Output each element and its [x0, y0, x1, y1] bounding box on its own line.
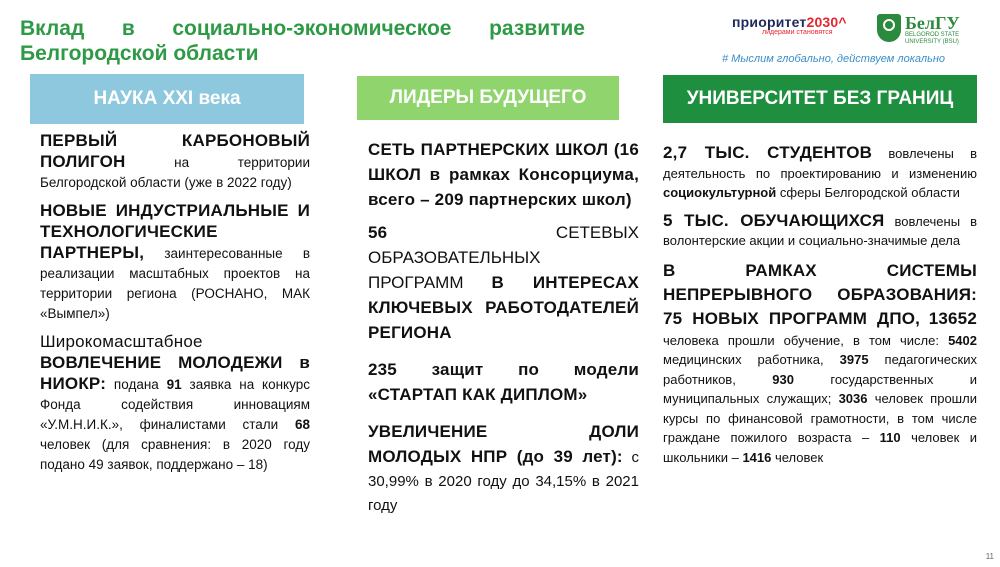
title-word: социально-экономическое	[172, 17, 452, 40]
block-students: 2,7 ТЫС. СТУДЕНТОВ вовлечены в деятельность по проектированию и изменению социокультурной сферы Белгородской области	[663, 143, 977, 200]
column-science	[40, 131, 310, 483]
block-network-programs: 56 СЕТЕВЫХ ОБРАЗОВАТЕЛЬНЫХ ПРОГРАММ В ИНТЕРЕСАХ КЛЮЧЕВЫХ РАБОТОДАТЕЛЕЙ РЕГИОНА	[368, 223, 639, 342]
block-young-staff: УВЕЛИЧЕНИЕ ДОЛИ МОЛОДЫХ НПР (до 39 лет): с 30,99% в 2020 году до 34,15% в 2021 году	[368, 422, 639, 514]
slide-title	[20, 16, 585, 66]
logo-university-name: БелГУ	[905, 13, 960, 33]
title-word: развитие	[489, 17, 585, 40]
column-header-science: НАУКА XXI века	[30, 74, 304, 124]
title-line2: Белгородской области	[20, 42, 259, 65]
block-volunteers: 5 ТЫС. ОБУЧАЮЩИХСЯ вовлечены в волонтерские акции и социально-значимые дела	[663, 210, 977, 248]
block-industrial-partners: НОВЫЕ ИНДУСТРИАЛЬНЫЕ И ТЕХНОЛОГИЧЕСКИЕ ПАРТНЕРЫ, заинтересованные в реализации масштабных проектов на территории региона (РОСНАНО, МАК «Вымпел»)	[40, 201, 310, 321]
block-carbon-polygon: ПЕРВЫЙ КАРБОНОВЫЙ ПОЛИГОН на территории Белгородской области (уже в 2022 году)	[40, 131, 310, 190]
block-startup-diploma: 235 защит по модели «СТАРТАП КАК ДИПЛОМ»	[368, 360, 639, 404]
block-youth-involvement: Широкомасштабное ВОВЛЕЧЕНИЕ МОЛОДЕЖИ в НИОКР: подана 91 заявка на конкурс Фонда содействия инновациям «У.М.Н.И.К.», финалистами стали 68 человек (для сравнения: в 2020 году подано 49 заявок, поддержано – 18)	[40, 332, 310, 472]
block-partner-schools: СЕТЬ ПАРТНЕРСКИХ ШКОЛ (16 ШКОЛ в рамках Консорциума, всего – 209 партнерских школ)	[368, 140, 639, 209]
title-word: Вклад	[20, 17, 85, 40]
title-word: в	[121, 17, 135, 40]
column-university	[663, 143, 977, 475]
column-header-university: УНИВЕРСИТЕТ БЕЗ ГРАНИЦ	[663, 75, 977, 123]
block-continuing-education: В РАМКАХ СИСТЕМЫ НЕПРЕРЫВНОГО ОБРАЗОВАНИЯ: 75 НОВЫХ ПРОГРАММ ДПО, 13652 человека прошли обучение, в том числе: 5402 медицинских работника, 3975 педагогических работников, 930 государственных и муниципальных служащих; 3036 человек прошли курсы по финансовой грамотности, в том числе граждане пожилого возраста – 110 человек и школьники – 1416 человек	[663, 260, 977, 465]
shield-icon	[877, 14, 901, 42]
column-leaders	[368, 138, 639, 526]
logo-university-en2: UNIVERSITY (BSU)	[905, 39, 959, 45]
logo-brand-text: приоритет	[732, 14, 807, 30]
logo-university-en1: BELGOROD STATE	[905, 32, 960, 38]
column-header-leaders: ЛИДЕРЫ БУДУЩЕГО	[357, 76, 619, 120]
hashtag-slogan: # Мыслим глобально, действуем локально	[722, 53, 946, 65]
page-number: 11	[985, 552, 994, 561]
belgu-logo	[877, 14, 973, 46]
caret-icon: ^	[838, 14, 847, 30]
logo-subtitle: лидерами становятся	[762, 29, 833, 36]
prioritet-logo	[732, 14, 862, 36]
logo-brand-number: 2030	[806, 14, 839, 30]
